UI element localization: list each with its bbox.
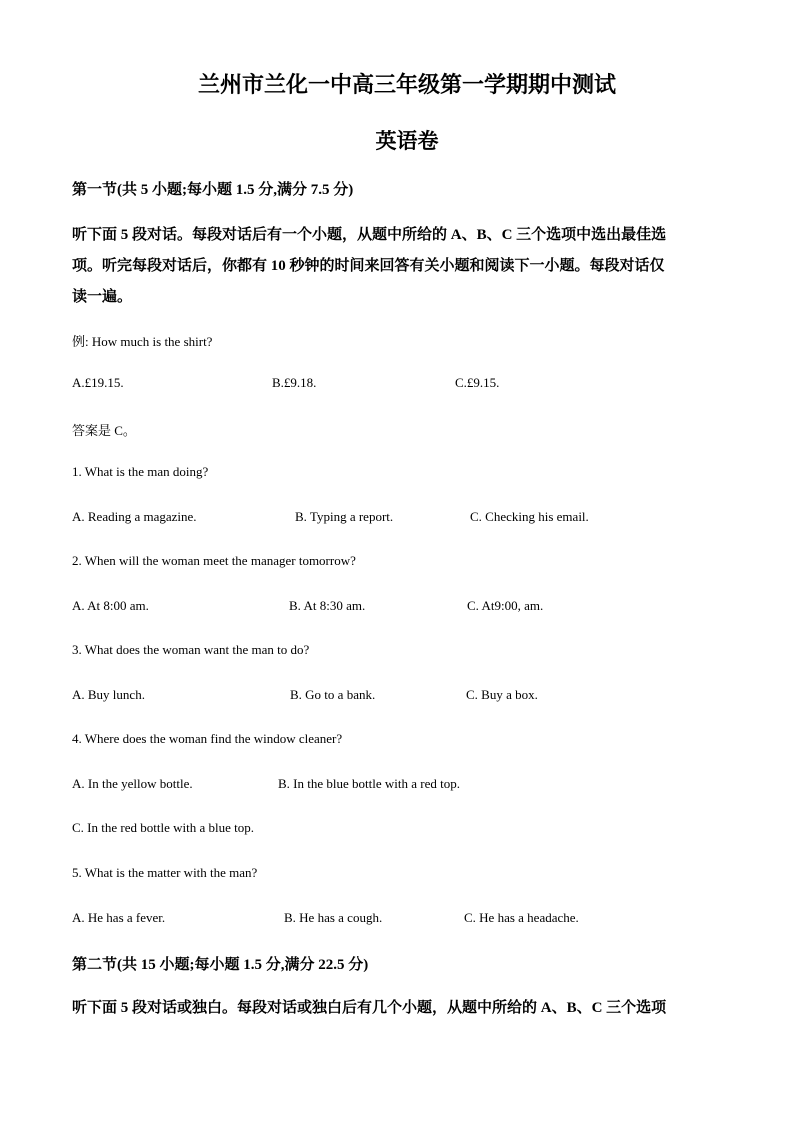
question-5-stem: 5. What is the matter with the man? <box>72 865 258 880</box>
question-2-option-a: A. At 8:00 am. <box>72 598 149 613</box>
question-4-option-c: C. In the red bottle with a blue top. <box>72 820 254 835</box>
question-4-stem: 4. Where does the woman find the window cleaner? <box>72 731 343 746</box>
question-1-option-a: A. Reading a magazine. <box>72 509 197 524</box>
question-3-option-c: C. Buy a box. <box>466 687 538 702</box>
section2-intro: 听下面 5 段对话或独白。每段对话或独白后有几个小题，从题中所给的 A、B、C 三个选项 <box>72 1000 667 1016</box>
example-option-c: C.£9.15. <box>455 375 500 390</box>
question-5-option-a: A. He has a fever. <box>72 910 166 925</box>
question-4-option-a: A. In the yellow bottle. <box>72 776 193 791</box>
section1-heading: 第一节(共 5 小题;每小题 1.5 分,满分 7.5 分) <box>72 182 354 198</box>
question-3-option-a: A. Buy lunch. <box>72 687 145 702</box>
section1-intro-line-2: 项。听完每段对话后，你都有 10 秒钟的时间来回答有关小题和阅读下一小题。每段对话仅 <box>72 258 665 274</box>
question-1-stem: 1. What is the man doing? <box>72 464 209 479</box>
question-2-stem: 2. When will the woman meet the manager tomorrow? <box>72 553 356 568</box>
question-3-option-b: B. Go to a bank. <box>290 687 376 702</box>
page-title: 兰州市兰化一中高三年级第一学期期中测试 <box>197 72 616 97</box>
section1-intro-line-1: 听下面 5 段对话。每段对话后有一个小题，从题中所给的 A、B、C 三个选项中选出最佳选 <box>72 227 667 243</box>
question-5-option-c: C. He has a headache. <box>464 910 579 925</box>
example-answer: 答案是 C。 <box>72 423 136 438</box>
page-subtitle: 英语卷 <box>375 129 439 153</box>
example-option-a: A.£19.15. <box>72 375 124 390</box>
example-option-b: B.£9.18. <box>272 375 317 390</box>
question-3-stem: 3. What does the woman want the man to do? <box>72 642 310 657</box>
question-1-option-b: B. Typing a report. <box>295 509 394 524</box>
question-4-option-b: B. In the blue bottle with a red top. <box>278 776 460 791</box>
question-2-option-c: C. At9:00, am. <box>467 598 544 613</box>
question-1-option-c: C. Checking his email. <box>470 509 589 524</box>
example-question: 例: How much is the shirt? <box>72 334 213 349</box>
question-2-option-b: B. At 8:30 am. <box>289 598 366 613</box>
section2-heading: 第二节(共 15 小题;每小题 1.5 分,满分 22.5 分) <box>72 957 369 973</box>
question-5-option-b: B. He has a cough. <box>284 910 383 925</box>
section1-intro-line-3: 读一遍。 <box>72 289 133 305</box>
